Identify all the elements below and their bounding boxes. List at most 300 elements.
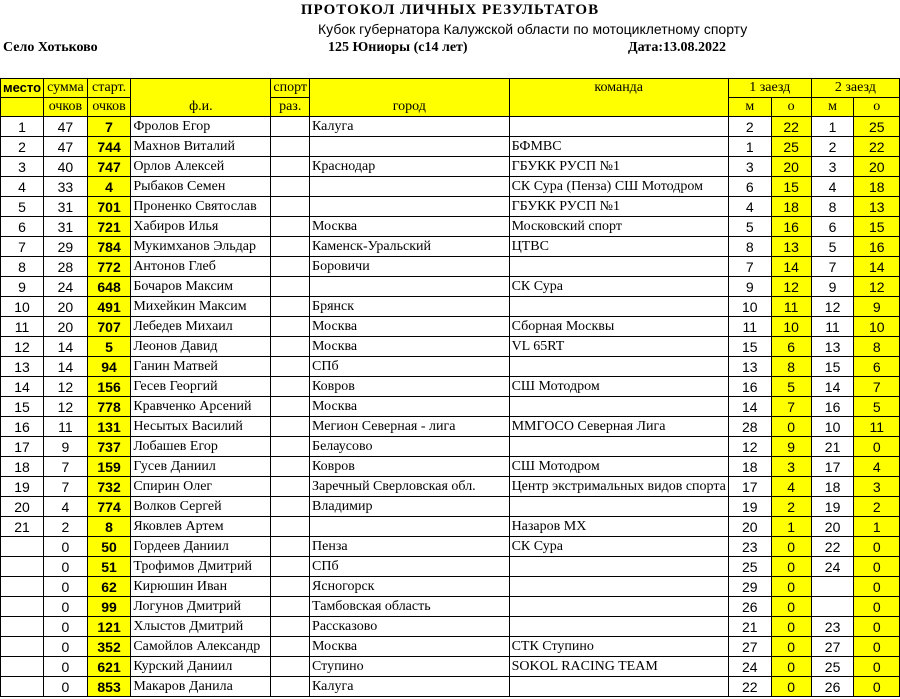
cell-sum: 2 xyxy=(44,517,88,537)
cell-race2-m: 1 xyxy=(811,117,854,137)
cell-start: 62 xyxy=(87,577,131,597)
cell-race1-o: 0 xyxy=(771,657,811,677)
table-row xyxy=(1,257,900,277)
cell-city: Краснодар xyxy=(310,157,510,177)
cell-place: 9 xyxy=(1,277,44,297)
cell-race2-m: 6 xyxy=(811,217,854,237)
table-row xyxy=(1,457,900,477)
cell-race1-m: 4 xyxy=(728,197,771,217)
cell-race2-m: 26 xyxy=(811,677,854,697)
cell-sport xyxy=(271,597,310,617)
cell-race1-m: 9 xyxy=(728,277,771,297)
cell-city: Москва xyxy=(310,637,510,657)
cell-race1-m: 15 xyxy=(728,337,771,357)
cell-team xyxy=(509,497,728,517)
cell-race2-o: 0 xyxy=(854,637,900,657)
cell-race2-m: 27 xyxy=(811,637,854,657)
cell-start: 772 xyxy=(87,257,131,277)
table-row xyxy=(1,277,900,297)
col-team: команда xyxy=(509,79,728,117)
table-row xyxy=(1,477,900,497)
cell-race1-o: 6 xyxy=(771,337,811,357)
cell-name: Трофимов Дмитрий xyxy=(131,557,271,577)
cell-race2-m: 24 xyxy=(811,557,854,577)
table-row xyxy=(1,637,900,657)
cell-race1-m: 17 xyxy=(728,477,771,497)
cell-city: Ковров xyxy=(310,457,510,477)
table-row xyxy=(1,437,900,457)
cell-team: Назаров МХ xyxy=(509,517,728,537)
cell-race1-o: 0 xyxy=(771,597,811,617)
cell-race2-o: 5 xyxy=(854,397,900,417)
cell-team xyxy=(509,677,728,697)
cell-start: 774 xyxy=(87,497,131,517)
cell-place: 14 xyxy=(1,377,44,397)
table-row xyxy=(1,137,900,157)
cell-name: Лобашев Егор xyxy=(131,437,271,457)
cell-race1-m: 18 xyxy=(728,457,771,477)
cell-race2-m: 14 xyxy=(811,377,854,397)
table-row xyxy=(1,517,900,537)
cell-sum: 0 xyxy=(44,617,88,637)
table-row xyxy=(1,177,900,197)
cell-sum: 47 xyxy=(44,137,88,157)
cell-start: 721 xyxy=(87,217,131,237)
cell-race2-o: 0 xyxy=(854,597,900,617)
cell-name: Бочаров Максим xyxy=(131,277,271,297)
cell-start: 648 xyxy=(87,277,131,297)
date-label: Дата:13.08.2022 xyxy=(628,40,726,55)
cell-place: 21 xyxy=(1,517,44,537)
cell-start: 744 xyxy=(87,137,131,157)
cell-sport xyxy=(271,517,310,537)
cell-sum: 0 xyxy=(44,577,88,597)
header-row-top xyxy=(1,79,900,98)
cell-name: Курский Даниил xyxy=(131,657,271,677)
cell-place xyxy=(1,677,44,697)
cell-race2-o: 0 xyxy=(854,677,900,697)
cell-race2-o: 25 xyxy=(854,117,900,137)
cell-sport xyxy=(271,497,310,517)
cell-city xyxy=(310,177,510,197)
cell-team: БФМВС xyxy=(509,137,728,157)
cell-race1-o: 5 xyxy=(771,377,811,397)
cell-city: Владимир xyxy=(310,497,510,517)
cell-city: Москва xyxy=(310,337,510,357)
cell-race2-o: 0 xyxy=(854,557,900,577)
cell-place xyxy=(1,557,44,577)
cell-name: Гусев Даниил xyxy=(131,457,271,477)
cell-sport xyxy=(271,617,310,637)
col-place-blank xyxy=(1,98,44,117)
cell-city xyxy=(310,277,510,297)
cell-race2-o: 4 xyxy=(854,457,900,477)
cell-sum: 11 xyxy=(44,417,88,437)
col-city: город xyxy=(310,79,510,117)
cell-race1-m: 5 xyxy=(728,217,771,237)
cell-race2-m: 18 xyxy=(811,477,854,497)
cell-race1-m: 7 xyxy=(728,257,771,277)
cell-city: Тамбовская область xyxy=(310,597,510,617)
cell-sum: 33 xyxy=(44,177,88,197)
cell-place: 6 xyxy=(1,217,44,237)
table-row xyxy=(1,237,900,257)
cell-name: Хлыстов Дмитрий xyxy=(131,617,271,637)
cell-sum: 12 xyxy=(44,397,88,417)
cell-race1-m: 11 xyxy=(728,317,771,337)
cell-race1-m: 22 xyxy=(728,677,771,697)
cell-sport xyxy=(271,157,310,177)
cell-race2-o: 11 xyxy=(854,417,900,437)
cell-start: 491 xyxy=(87,297,131,317)
cell-race2-m: 25 xyxy=(811,657,854,677)
cell-race2-m: 5 xyxy=(811,237,854,257)
competition-subtitle: Кубок губернатора Калужской области по мотоциклетному спорту xyxy=(318,21,748,37)
cell-place: 2 xyxy=(1,137,44,157)
cell-team: Центр экстримальных видов спорта xyxy=(509,477,728,497)
cell-sport xyxy=(271,197,310,217)
cell-place xyxy=(1,537,44,557)
cell-race2-m: 20 xyxy=(811,517,854,537)
cell-race1-o: 4 xyxy=(771,477,811,497)
cell-race2-o: 0 xyxy=(854,537,900,557)
cell-city: Заречный Сверловская обл. xyxy=(310,477,510,497)
col-race2-o: о xyxy=(854,98,900,117)
cell-race1-o: 16 xyxy=(771,217,811,237)
cell-race2-o: 0 xyxy=(854,617,900,637)
cell-race2-m: 17 xyxy=(811,457,854,477)
cell-sport xyxy=(271,377,310,397)
table-row xyxy=(1,577,900,597)
cell-start: 7 xyxy=(87,117,131,137)
col-sport-top: спорт xyxy=(271,79,310,98)
cell-name: Логунов Дмитрий xyxy=(131,597,271,617)
results-table xyxy=(0,78,900,697)
cell-race1-m: 10 xyxy=(728,297,771,317)
cell-sport xyxy=(271,337,310,357)
cell-race2-o: 18 xyxy=(854,177,900,197)
cell-place xyxy=(1,617,44,637)
col-start-bottom: очков xyxy=(87,98,131,117)
cell-place: 12 xyxy=(1,337,44,357)
cell-race2-o: 8 xyxy=(854,337,900,357)
cell-race1-m: 1 xyxy=(728,137,771,157)
cell-sum: 0 xyxy=(44,657,88,677)
cell-race2-o: 12 xyxy=(854,277,900,297)
cell-sum: 29 xyxy=(44,237,88,257)
cell-race2-m: 19 xyxy=(811,497,854,517)
cell-place: 15 xyxy=(1,397,44,417)
cell-race2-o: 16 xyxy=(854,237,900,257)
cell-team: СШ Мотодром xyxy=(509,377,728,397)
cell-city: Боровичи xyxy=(310,257,510,277)
cell-sum: 24 xyxy=(44,277,88,297)
cell-team: ЦТВС xyxy=(509,237,728,257)
cell-sport xyxy=(271,477,310,497)
cell-race1-m: 12 xyxy=(728,437,771,457)
cell-start: 5 xyxy=(87,337,131,357)
cell-start: 99 xyxy=(87,597,131,617)
cell-sport xyxy=(271,137,310,157)
table-row xyxy=(1,217,900,237)
cell-race2-o: 14 xyxy=(854,257,900,277)
table-row xyxy=(1,197,900,217)
venue-label: Село Хотьково xyxy=(3,40,98,55)
cell-race2-o: 20 xyxy=(854,157,900,177)
cell-race1-m: 26 xyxy=(728,597,771,617)
cell-race2-m xyxy=(811,597,854,617)
cell-name: Спирин Олег xyxy=(131,477,271,497)
protocol-title: ПРОТОКОЛ ЛИЧНЫХ РЕЗУЛЬТАТОВ xyxy=(300,2,600,18)
cell-race2-m: 21 xyxy=(811,437,854,457)
cell-race1-o: 12 xyxy=(771,277,811,297)
cell-race2-o: 6 xyxy=(854,357,900,377)
cell-sport xyxy=(271,637,310,657)
cell-team: ГБУКК РУСП №1 xyxy=(509,197,728,217)
cell-race1-o: 0 xyxy=(771,537,811,557)
table-row xyxy=(1,537,900,557)
cell-race1-o: 11 xyxy=(771,297,811,317)
cell-sum: 47 xyxy=(44,117,88,137)
cell-race1-o: 0 xyxy=(771,637,811,657)
cell-race2-m: 2 xyxy=(811,137,854,157)
cell-start: 853 xyxy=(87,677,131,697)
cell-race2-o: 0 xyxy=(854,577,900,597)
cell-race2-m: 3 xyxy=(811,157,854,177)
cell-race1-o: 8 xyxy=(771,357,811,377)
cell-race2-o: 10 xyxy=(854,317,900,337)
cell-sum: 7 xyxy=(44,457,88,477)
cell-name: Ганин Матвей xyxy=(131,357,271,377)
cell-place: 11 xyxy=(1,317,44,337)
cell-race2-o: 1 xyxy=(854,517,900,537)
cell-sport xyxy=(271,357,310,377)
cell-race2-m: 11 xyxy=(811,317,854,337)
cell-race2-o: 9 xyxy=(854,297,900,317)
cell-city: Калуга xyxy=(310,677,510,697)
cell-name: Волков Сергей xyxy=(131,497,271,517)
col-race2-m: м xyxy=(811,98,854,117)
cell-name: Хабиров Илья xyxy=(131,217,271,237)
cell-sum: 20 xyxy=(44,317,88,337)
cell-race1-o: 9 xyxy=(771,437,811,457)
cell-race2-m: 10 xyxy=(811,417,854,437)
cell-race2-m: 9 xyxy=(811,277,854,297)
cell-team: Московский спорт xyxy=(509,217,728,237)
cell-sport xyxy=(271,237,310,257)
cell-team xyxy=(509,357,728,377)
cell-team: SOKOL RACING TEAM xyxy=(509,657,728,677)
table-row xyxy=(1,317,900,337)
cell-team xyxy=(509,597,728,617)
cell-city: Мегион Северная - лига xyxy=(310,417,510,437)
cell-place: 8 xyxy=(1,257,44,277)
cell-sport xyxy=(271,217,310,237)
cell-sport xyxy=(271,397,310,417)
cell-name: Антонов Глеб xyxy=(131,257,271,277)
cell-race1-m: 20 xyxy=(728,517,771,537)
col-start-top: старт. xyxy=(87,79,131,98)
cell-start: 732 xyxy=(87,477,131,497)
cell-start: 621 xyxy=(87,657,131,677)
cell-place: 5 xyxy=(1,197,44,217)
cell-race2-m: 12 xyxy=(811,297,854,317)
info-line xyxy=(0,40,900,58)
table-row xyxy=(1,397,900,417)
cell-sport xyxy=(271,177,310,197)
cell-race1-m: 8 xyxy=(728,237,771,257)
cell-race1-o: 2 xyxy=(771,497,811,517)
cell-sum: 14 xyxy=(44,357,88,377)
cell-sport xyxy=(271,417,310,437)
col-sum-top: сумма xyxy=(44,79,88,98)
class-label: 125 Юниоры (с14 лет) xyxy=(328,40,468,55)
cell-race1-o: 14 xyxy=(771,257,811,277)
cell-team: Сборная Москвы xyxy=(509,317,728,337)
cell-race1-o: 22 xyxy=(771,117,811,137)
cell-sum: 0 xyxy=(44,637,88,657)
cell-start: 131 xyxy=(87,417,131,437)
cell-sport xyxy=(271,277,310,297)
cell-race2-m: 23 xyxy=(811,617,854,637)
cell-name: Макаров Данила xyxy=(131,677,271,697)
cell-sum: 31 xyxy=(44,197,88,217)
cell-race2-m: 8 xyxy=(811,197,854,217)
cell-start: 159 xyxy=(87,457,131,477)
cell-city xyxy=(310,137,510,157)
col-race1: 1 заезд xyxy=(728,79,811,98)
cell-start: 51 xyxy=(87,557,131,577)
table-row xyxy=(1,617,900,637)
col-name: ф.и. xyxy=(131,79,271,117)
cell-race2-m: 16 xyxy=(811,397,854,417)
cell-race1-o: 18 xyxy=(771,197,811,217)
cell-race1-o: 13 xyxy=(771,237,811,257)
cell-race2-o: 3 xyxy=(854,477,900,497)
col-sum-bottom: очков xyxy=(44,98,88,117)
cell-race1-m: 25 xyxy=(728,557,771,577)
cell-race1-o: 0 xyxy=(771,557,811,577)
cell-race2-o: 0 xyxy=(854,657,900,677)
cell-city: Ясногорск xyxy=(310,577,510,597)
cell-sum: 0 xyxy=(44,677,88,697)
cell-name: Рыбаков Семен xyxy=(131,177,271,197)
cell-race1-m: 29 xyxy=(728,577,771,597)
cell-name: Несытых Василий xyxy=(131,417,271,437)
cell-race1-o: 3 xyxy=(771,457,811,477)
cell-name: Лебедев Михаил xyxy=(131,317,271,337)
cell-city: Москва xyxy=(310,317,510,337)
cell-team: СК Сура (Пенза) СШ Мотодром xyxy=(509,177,728,197)
cell-city xyxy=(310,197,510,217)
cell-name: Гесев Георгий xyxy=(131,377,271,397)
cell-sum: 7 xyxy=(44,477,88,497)
cell-start: 784 xyxy=(87,237,131,257)
cell-race1-o: 20 xyxy=(771,157,811,177)
cell-place: 19 xyxy=(1,477,44,497)
cell-team: СК Сура xyxy=(509,537,728,557)
table-row xyxy=(1,297,900,317)
table-row xyxy=(1,117,900,137)
cell-team xyxy=(509,297,728,317)
cell-place xyxy=(1,577,44,597)
cell-name: Махнов Виталий xyxy=(131,137,271,157)
cell-sport xyxy=(271,457,310,477)
cell-sum: 9 xyxy=(44,437,88,457)
cell-team xyxy=(509,557,728,577)
col-place: место xyxy=(1,79,44,98)
cell-race1-o: 0 xyxy=(771,677,811,697)
cell-race1-m: 16 xyxy=(728,377,771,397)
cell-race1-m: 23 xyxy=(728,537,771,557)
cell-place: 3 xyxy=(1,157,44,177)
col-race1-o: о xyxy=(771,98,811,117)
cell-place xyxy=(1,597,44,617)
cell-start: 701 xyxy=(87,197,131,217)
cell-start: 121 xyxy=(87,617,131,637)
table-row xyxy=(1,157,900,177)
cell-start: 94 xyxy=(87,357,131,377)
cell-race2-o: 7 xyxy=(854,377,900,397)
cell-race1-o: 25 xyxy=(771,137,811,157)
cell-race2-m xyxy=(811,577,854,597)
cell-name: Михейкин Максим xyxy=(131,297,271,317)
cell-sport xyxy=(271,677,310,697)
cell-race2-o: 15 xyxy=(854,217,900,237)
cell-race1-o: 0 xyxy=(771,617,811,637)
cell-race2-o: 2 xyxy=(854,497,900,517)
cell-race1-o: 10 xyxy=(771,317,811,337)
table-row xyxy=(1,377,900,397)
cell-start: 352 xyxy=(87,637,131,657)
cell-sum: 40 xyxy=(44,157,88,177)
cell-city: Ковров xyxy=(310,377,510,397)
cell-team: СШ Мотодром xyxy=(509,457,728,477)
cell-sport xyxy=(271,557,310,577)
cell-city: Москва xyxy=(310,397,510,417)
cell-race2-m: 13 xyxy=(811,337,854,357)
cell-team xyxy=(509,617,728,637)
cell-name: Кирюшин Иван xyxy=(131,577,271,597)
col-sport-bottom: раз. xyxy=(271,98,310,117)
cell-city: Москва xyxy=(310,217,510,237)
cell-place: 17 xyxy=(1,437,44,457)
cell-sport xyxy=(271,317,310,337)
cell-sum: 12 xyxy=(44,377,88,397)
cell-name: Орлов Алексей xyxy=(131,157,271,177)
cell-team: СК Сура xyxy=(509,277,728,297)
cell-name: Проненко Святослав xyxy=(131,197,271,217)
cell-name: Самойлов Александр xyxy=(131,637,271,657)
cell-place xyxy=(1,657,44,677)
cell-race1-m: 2 xyxy=(728,117,771,137)
cell-sport xyxy=(271,117,310,137)
cell-sport xyxy=(271,437,310,457)
cell-race1-o: 1 xyxy=(771,517,811,537)
cell-sum: 0 xyxy=(44,597,88,617)
cell-race1-m: 14 xyxy=(728,397,771,417)
cell-start: 707 xyxy=(87,317,131,337)
cell-place: 7 xyxy=(1,237,44,257)
col-race2: 2 заезд xyxy=(811,79,899,98)
cell-sum: 31 xyxy=(44,217,88,237)
cell-name: Кравченко Арсений xyxy=(131,397,271,417)
cell-race1-o: 0 xyxy=(771,577,811,597)
cell-start: 737 xyxy=(87,437,131,457)
cell-city: Рассказово xyxy=(310,617,510,637)
cell-sum: 4 xyxy=(44,497,88,517)
cell-start: 778 xyxy=(87,397,131,417)
